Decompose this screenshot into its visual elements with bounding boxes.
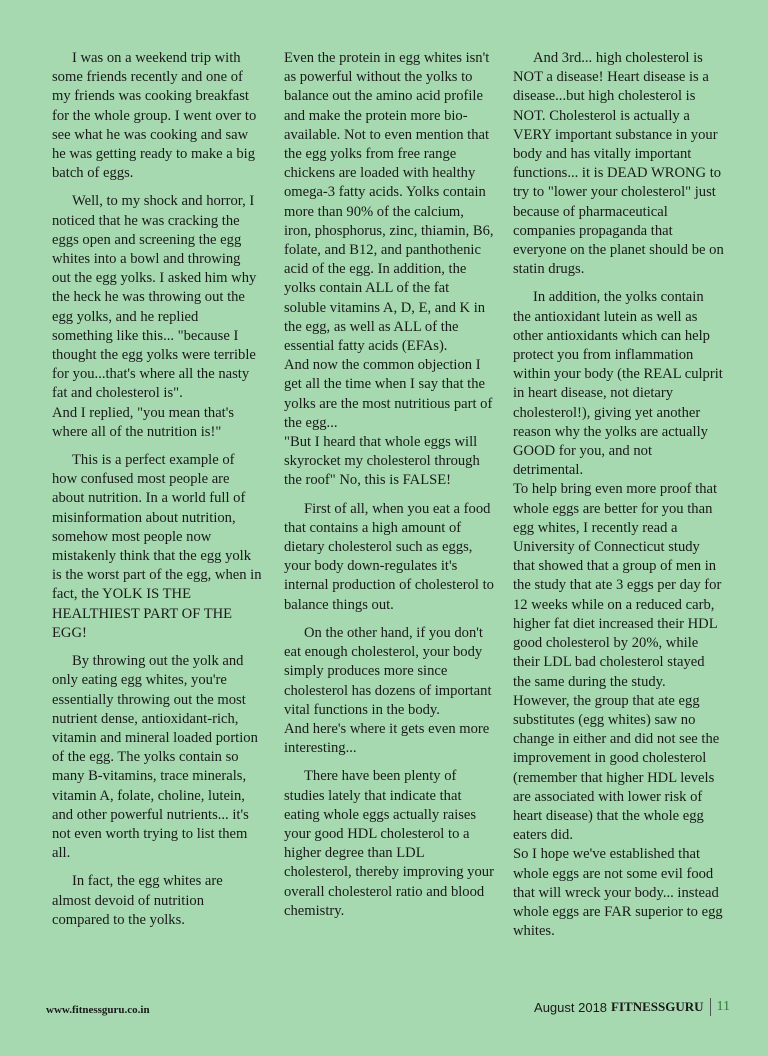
paragraph: In addition, the yolks contain the antioxidant lutein as well as other antioxidants which can help protect you from inflammation within your body (the REAL culprit in heart disease, not dietary cholesterol!), giving yet another reason why the yolks are actually GOOD for you, and not detrimental. — [513, 289, 723, 479]
paragraph: Even the protein in egg whites isn't as powerful without the yolks to balance out the amino acid profile and make the protein more bio-available. Not to even mention that the egg yolks from free range chickens are loaded with healthy omega-3 fatty acids. Yolks contain more than 90% of the calcium, iron, phosphorus, zinc, thiamin, B6, folate, and B12, and panthothenic acid of the egg. In addition, the yolks contain ALL of the fat soluble vitamins A, D, E, and K in the egg, as well as ALL of the essential fatty acids (EFAs). — [284, 50, 494, 355]
paragraph: "But I heard that whole eggs will skyrocket my cholesterol through the roof" No, this is FALSE! — [284, 434, 480, 489]
footer-issue-date: August 2018 — [534, 999, 608, 1015]
footer-brand: FITNESSGURU — [611, 999, 704, 1014]
text-column-2 — [284, 49, 494, 921]
footer-divider — [710, 998, 711, 1016]
paragraph: And 3rd... high cholesterol is NOT a disease! Heart disease is a disease...but high cholesterol is NOT. Cholesterol is actually a VERY important substance in your body and has vitally important functions... it is DEAD WRONG to try to "lower your cholesterol" just because of pharmaceutical companies propaganda that everyone on the planet should be on statin drugs. — [513, 50, 724, 278]
paragraph: This is a perfect example of how confused most people are about nutrition. In a world full of misinformation about nutrition, somehow most people now mistakenly think that the egg yolk is the worst part of the egg, when in fact, the YOLK IS THE HEALTHIEST PART OF THE EGG! — [52, 452, 262, 641]
paragraph: To help bring even more proof that whole eggs are better for you than egg whites, I recently read a University of Connecticut study that showed that a group of men in the study that ate 3 eggs per day for 12 weeks while on a reduced carb, higher fat diet increased their HDL good cholesterol by 20%, while their LDL bad cholesterol stayed the same during the study. — [513, 481, 722, 690]
text-column-1 — [52, 49, 262, 930]
paragraph: Well, to my shock and horror, I noticed that he was cracking the eggs open and screening the egg whites into a bowl and throwing out the egg yolks. I asked him why the heck he was throwing out the egg yolks, and he replied something like this... "because I thought the egg yolks were terrible for you...that's where all the nasty fat and cholesterol is". — [52, 193, 257, 402]
paragraph: I was on a weekend trip with some friends recently and one of my friends was cooking breakfast for the whole group. I went over to see what he was cooking and saw he was getting ready to make a big batch of eggs. — [52, 50, 257, 182]
paragraph: First of all, when you eat a food that contains a high amount of dietary cholesterol such as eggs, your body down-regulates it's internal production of cholesterol to balance things out. — [284, 500, 494, 613]
paragraph: So I hope we've established that whole eggs are not some evil food that will wreck your body... instead whole eggs are FAR superior to egg whites. — [513, 846, 723, 940]
page-number: 11 — [716, 999, 730, 1014]
paragraph: However, the group that ate egg substitutes (egg whites) saw no change in either and did not see the improvement in good cholesterol (remember that higher HDL levels are associated with lower risk of heart disease) that the whole egg eaters did. — [513, 692, 720, 844]
paragraph: By throwing out the yolk and only eating egg whites, you're essentially throwing out the most nutrient dense, antioxidant-rich, vitamin and mineral loaded portion of the egg. The yolks contain so many B-vitamins, trace minerals, vitamin A, folate, choline, lutein, and other powerful nutrients... it's not even worth trying to list them all. — [52, 653, 258, 862]
text-column-3 — [513, 49, 725, 941]
paragraph: In fact, the egg whites are almost devoid of nutrition compared to the yolks. — [52, 873, 223, 928]
paragraph: And I replied, "you mean that's where all of the nutrition is!" — [52, 404, 235, 440]
paragraph: And here's where it gets even more interesting... — [284, 720, 490, 757]
paragraph: And now the common objection I get all the time when I say that the yolks are the most nutritious part of the egg... — [284, 357, 493, 431]
footer-website: www.fitnessguru.co.in — [46, 1004, 150, 1016]
paragraph: On the other hand, if you don't eat enough cholesterol, your body simply produces more since cholesterol has dozens of important vital functions in the body. — [284, 624, 492, 718]
paragraph: There have been plenty of studies lately that indicate that eating whole eggs actually raises your good HDL cholesterol to a higher degree than LDL cholesterol, thereby improving your overall cholesterol ratio and blood chemistry. — [284, 768, 494, 919]
footer-issue-info — [534, 998, 730, 1016]
